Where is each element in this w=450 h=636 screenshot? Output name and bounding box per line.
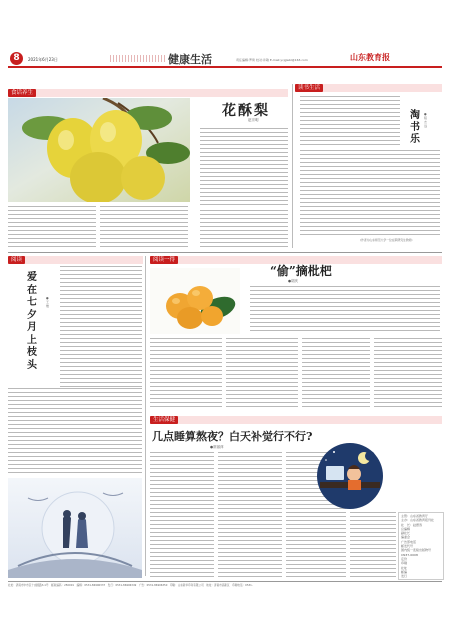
- bottom-article-col4: [350, 512, 396, 578]
- sidebar-title: 淘书乐: [410, 110, 420, 145]
- section-title: 健康生活: [168, 53, 212, 66]
- middle-left-body-b: [8, 388, 142, 476]
- header-date: 2021年6月23日: [28, 57, 58, 62]
- top-article-author: 赵宗明: [248, 118, 259, 122]
- bottom-article-tag-bar: [150, 416, 442, 424]
- middle-divider: [145, 256, 146, 576]
- sidebar-footnote: (作者为山东师范大学一位在职研究生教师): [360, 238, 413, 242]
- footer-text: 社址：济南市中市区十亩园路3-1号 邮政编码：250001 编辑：0531-86906337 发行：0531-86906349 广告：0531-86906350 印刷：山东新华印务有限公司 地址：济南市高新区 印刷电话：0531-: [8, 584, 253, 587]
- colophon-line: 主管：山东省教育厅: [401, 514, 429, 518]
- colophon-line: 印刷: [401, 561, 408, 566]
- page-number-badge: 8: [10, 52, 23, 65]
- colophon-line: 编委会: [401, 535, 411, 540]
- bottom-article-col1: [150, 452, 214, 578]
- header-contact: 责任编辑:罗琦 校对:许敏 E-mail:ycjgwbl@163.com: [236, 58, 308, 62]
- middle-right-author: ●胡庆: [288, 279, 299, 283]
- bottom-article-title: 几点睡算熬夜？白天补觉行不行?: [152, 430, 313, 443]
- footer-rule: [8, 581, 442, 582]
- top-article-body-col1: [8, 206, 96, 248]
- middle-right-body-col2: [226, 338, 298, 410]
- qixi-illustration: [8, 478, 142, 578]
- sidebar-body-top: [300, 96, 400, 148]
- pear-photo: [8, 98, 190, 202]
- top-article-tag-bar: [8, 89, 288, 97]
- top-article-body-col2: [100, 206, 188, 248]
- colophon-line: 定价: [401, 556, 408, 561]
- middle-left-author: ●王维: [46, 296, 50, 308]
- middle-right-tag: 阅读一得: [150, 256, 178, 264]
- loquat-photo: [150, 268, 240, 334]
- top-article-body-right: [200, 128, 288, 208]
- sidebar-divider: [292, 84, 293, 248]
- bottom-article-col2: [218, 452, 282, 578]
- top-article-body-col3: [200, 210, 288, 248]
- colophon-line: 社 长：赵德涛: [401, 522, 423, 527]
- top-article-tag: 食话养生: [8, 89, 36, 97]
- header-band: [110, 55, 165, 62]
- top-section-rule: [8, 252, 442, 253]
- middle-left-tag-bar: [8, 256, 143, 264]
- sidebar-tag: 读书生活: [295, 84, 323, 92]
- colophon-line: 广告部电话: [401, 539, 417, 544]
- middle-right-body-col4: [374, 338, 442, 410]
- middle-right-body-col3: [302, 338, 370, 410]
- bottom-article-tag: 生活保健: [150, 416, 178, 424]
- colophon-line: 邮编: [401, 569, 408, 574]
- middle-left-title: 爱在七夕 月上枝头: [27, 272, 47, 371]
- masthead-logo: 山东教育报: [350, 52, 390, 62]
- colophon-line: 发行: [401, 574, 408, 579]
- colophon-line: 副社长: [401, 531, 411, 536]
- colophon-line: 总编辑: [401, 526, 411, 531]
- colophon-line: 社址: [401, 565, 408, 570]
- top-article-title: 花酥梨: [222, 103, 270, 119]
- middle-right-title: “偷”摘枇杷: [270, 264, 332, 278]
- middle-left-body-a: [60, 266, 142, 388]
- middle-right-body-top: [250, 286, 440, 332]
- sidebar-author: ●程志远: [424, 112, 428, 128]
- bottom-article-author: ●常丽萍: [210, 445, 224, 449]
- colophon-line: 国内统一连续出版物号: [401, 548, 432, 553]
- middle-right-body-col1: [150, 338, 222, 410]
- sleep-illustration: [314, 442, 386, 510]
- colophon-line: 邮发代号: [401, 544, 414, 549]
- colophon-line: CN37-0008: [401, 552, 418, 557]
- header-rule: [8, 66, 442, 68]
- sidebar-body-bottom: [300, 150, 440, 236]
- colophon-line: 主办：山东省教育报刊社: [401, 518, 435, 523]
- colophon: [398, 512, 444, 580]
- middle-left-tag: 阅读: [8, 256, 25, 264]
